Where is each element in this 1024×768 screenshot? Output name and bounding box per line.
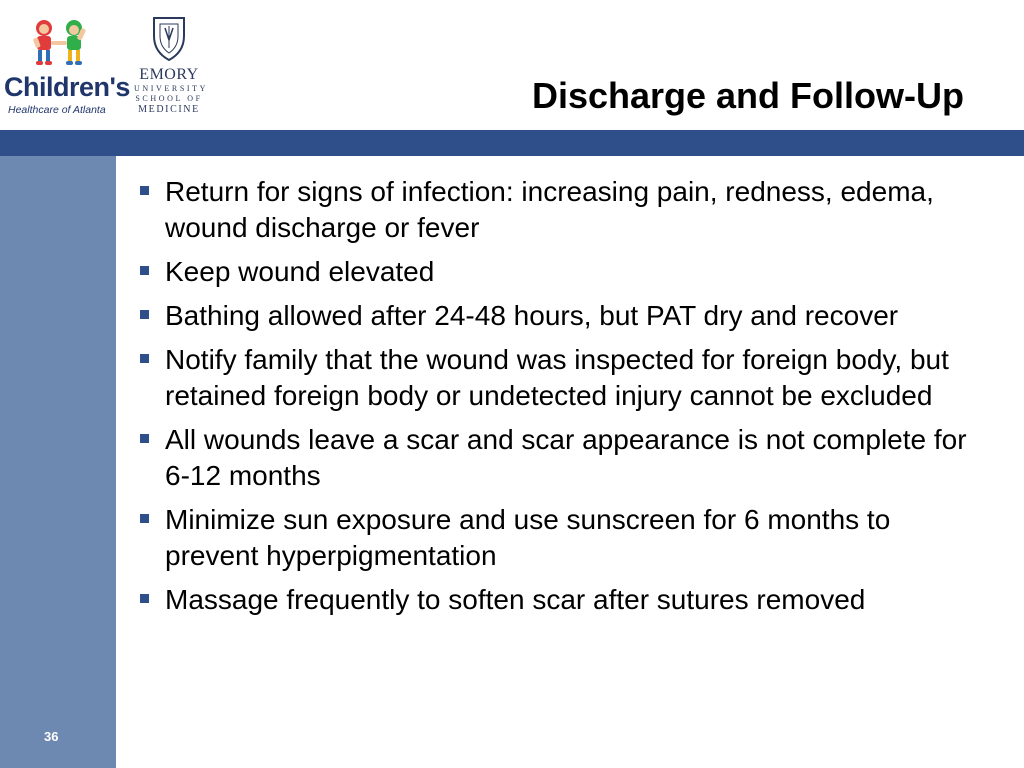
square-bullet-icon <box>140 594 149 603</box>
left-sidebar-band <box>0 156 116 768</box>
emory-logo-medicine: MEDICINE <box>138 104 200 115</box>
bullet-text: Keep wound elevated <box>165 256 435 287</box>
bullet-text: Bathing allowed after 24-48 hours, but PAT dry and recover <box>165 300 899 331</box>
square-bullet-icon <box>140 310 149 319</box>
bullet-text: Minimize sun exposure and use sunscreen for 6 months to prevent hyperpigmentation <box>165 504 891 571</box>
square-bullet-icon <box>140 434 149 443</box>
emory-shield-icon <box>134 14 204 64</box>
emory-logo-school-of: SCHOOL OF <box>135 94 203 103</box>
square-bullet-icon <box>140 186 149 195</box>
childrens-logo-subtitle: Healthcare of Atlanta <box>8 104 106 116</box>
emory-logo-university: UNIVERSITY <box>134 84 208 93</box>
bullet-text: Return for signs of infection: increasing pain, redness, edema, wound discharge or fever <box>165 176 934 243</box>
bullet-text: All wounds leave a scar and scar appearance is not complete for 6-12 months <box>165 424 967 491</box>
bullet-text: Notify family that the wound was inspected for foreign body, but retained foreign body or undetected injury cannot be excluded <box>165 344 949 411</box>
bullet-text: Massage frequently to soften scar after sutures removed <box>165 584 866 615</box>
kids-figures-icon <box>4 14 132 74</box>
header-band <box>0 130 1024 156</box>
bullet-item <box>140 582 990 618</box>
square-bullet-icon <box>140 354 149 363</box>
bullet-item <box>140 342 990 414</box>
bullet-item <box>140 254 990 290</box>
bullet-list <box>140 174 990 626</box>
childrens-logo-word: Children's <box>4 72 130 102</box>
slide-title: Discharge and Follow-Up <box>531 75 964 116</box>
childrens-healthcare-logo <box>4 14 132 122</box>
square-bullet-icon <box>140 514 149 523</box>
slide-header <box>0 0 1024 130</box>
square-bullet-icon <box>140 266 149 275</box>
bullet-item <box>140 174 990 246</box>
emory-logo-word: EMORY <box>139 66 199 83</box>
bullet-item <box>140 502 990 574</box>
bullet-item <box>140 298 990 334</box>
slide-number: 36 <box>44 729 59 744</box>
emory-medicine-logo <box>134 14 208 118</box>
bullet-item <box>140 422 990 494</box>
